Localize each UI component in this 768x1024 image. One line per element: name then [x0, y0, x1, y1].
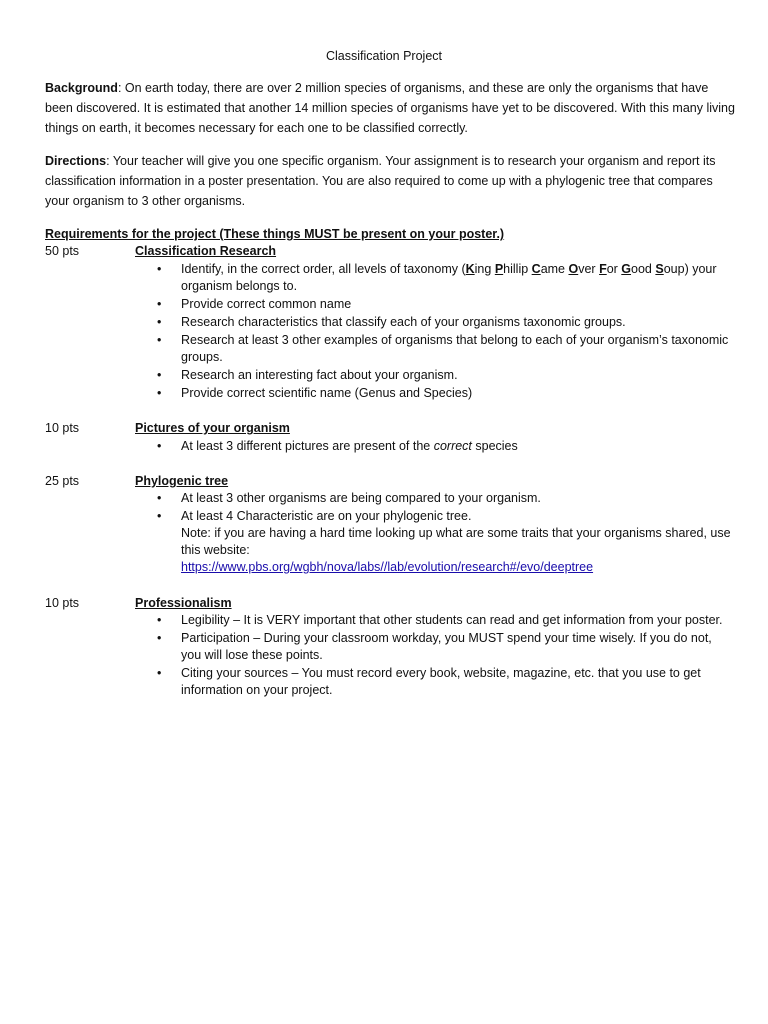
- list-item: • Citing your sources – You must record every book, website, magazine, etc. that you use to get information on your project.: [135, 665, 735, 699]
- mnemonic-letter: P: [494, 262, 504, 276]
- bullet-list: [135, 490, 735, 577]
- list-item: • Participation – During your classroom workday, you MUST spend your time wisely. If you do not, you will lose these points.: [135, 630, 735, 664]
- list-item: • At least 3 other organisms are being compared to your organism.: [135, 490, 735, 507]
- mnemonic-word: ood: [631, 262, 656, 276]
- background-label: Background: [45, 81, 118, 95]
- mnemonic-letter: F: [599, 262, 607, 276]
- section-title: Phylogenic tree: [135, 474, 229, 488]
- list-item: • Research characteristics that classify each of your organisms taxonomic groups.: [135, 314, 735, 331]
- item-text: Identify, in the correct order, all levels of taxonomy (: [181, 262, 466, 276]
- mnemonic-word: or: [606, 262, 622, 276]
- section-points: 10 pts: [45, 596, 80, 610]
- mnemonic-letter: O: [568, 262, 579, 276]
- section-title: Pictures of your organism: [135, 421, 290, 435]
- bullet-list: [135, 438, 735, 456]
- section-points: 25 pts: [45, 474, 80, 488]
- background-text: : On earth today, there are over 2 million species of organisms, and these are only the organisms that have been discovered. It is estimated that another 14 million species of organisms have yet to be discovered. With this many living things on earth, it becomes necessary for each one to be classified correctly.: [45, 81, 735, 135]
- section-title: Professionalism: [135, 596, 232, 610]
- list-item: [135, 261, 735, 295]
- background-paragraph: [45, 78, 735, 138]
- list-item: • Provide correct scientific name (Genus and Species): [135, 385, 735, 402]
- mnemonic-word: hillip: [503, 262, 532, 276]
- bullet-list: [135, 612, 735, 700]
- list-item: • Research at least 3 other examples of organisms that belong to each of your organism’s taxonomic groups.: [135, 332, 735, 366]
- directions-text: : Your teacher will give you one specific organism. Your assignment is to research your organism and report its classification information in a poster presentation. You are also required to come up with a phylogenic tree that compares your organism to 3 other organisms.: [45, 154, 716, 208]
- item-text: ) your organism belongs to.: [181, 262, 717, 293]
- directions-label: Directions: [45, 154, 107, 168]
- mnemonic-word: oup: [663, 262, 685, 276]
- section-title: Classification Research: [135, 244, 277, 258]
- note-text: Note: if you are having a hard time looking up what are some traits that your organisms shared, use this website:: [181, 526, 731, 557]
- mnemonic-letter: C: [531, 262, 541, 276]
- list-item: [135, 508, 735, 576]
- document-title: Classification Project: [325, 49, 442, 63]
- requirements-heading: Requirements for the project (These things MUST be present on your poster.): [45, 227, 505, 241]
- mnemonic-letter: S: [655, 262, 664, 276]
- section-points: 10 pts: [45, 421, 80, 435]
- list-item: [135, 438, 735, 455]
- list-item: • Provide correct common name: [135, 296, 735, 313]
- mnemonic-word: ver: [578, 262, 600, 276]
- item-text: At least 3 different pictures are present of the: [181, 439, 434, 453]
- mnemonic-word: ame: [540, 262, 569, 276]
- list-item: • Legibility – It is VERY important that other students can read and get information from your poster.: [135, 612, 735, 629]
- section-points: 50 pts: [45, 244, 80, 258]
- bullet-list: [135, 261, 735, 403]
- mnemonic-letter: G: [621, 262, 632, 276]
- emphasized-word: correct: [433, 439, 472, 453]
- mnemonic-letter: K: [465, 262, 475, 276]
- item-text: species: [471, 439, 518, 453]
- directions-paragraph: [45, 151, 735, 211]
- mnemonic-word: ing: [474, 262, 495, 276]
- list-item: • Research an interesting fact about your organism.: [135, 367, 735, 384]
- website-link[interactable]: https://www.pbs.org/wgbh/nova/labs//lab/evolution/research#/evo/deeptree: [181, 560, 594, 574]
- item-text: At least 4 Characteristic are on your phylogenic tree.: [181, 509, 472, 523]
